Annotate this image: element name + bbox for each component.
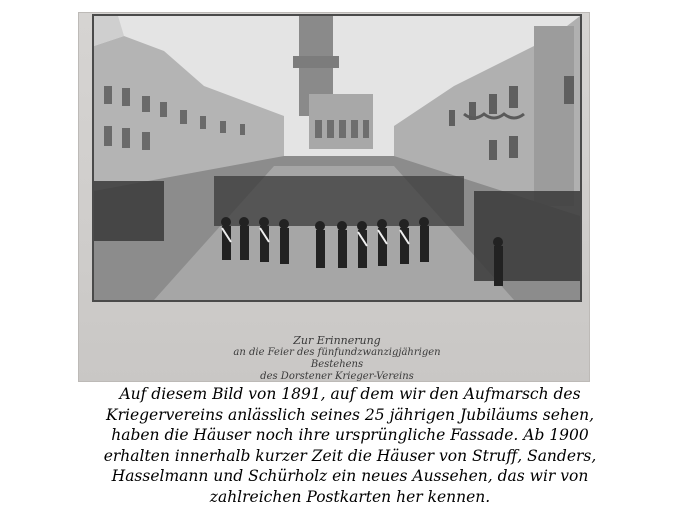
- photo-caption-line-2: an die Feier des fünfundzwanzigjährigen Bestehens: [233, 347, 441, 370]
- description-line: haben die Häuser noch ihre ursprüngliche Fassade. Ab 1900: [111, 426, 589, 445]
- description-text: [0, 384, 700, 508]
- description-line: zahlreichen Postkarten her kennen.: [209, 487, 491, 506]
- photo-scene: [94, 16, 580, 300]
- description-line: Auf diesem Bild von 1891, auf dem wir den Aufmarsch des: [119, 385, 581, 403]
- description-line: erhalten innerhalb kurzer Zeit die Häuser von Struff, Sanders,: [103, 446, 597, 465]
- description-line: Kriegervereins anlässlich seines 25 jährigen Jubiläums sehen,: [106, 405, 594, 424]
- historical-photograph: [92, 14, 582, 302]
- photo-caption-line-1: Zur Erinnerung: [293, 334, 381, 347]
- photo-caption-card: [212, 333, 462, 383]
- photo-caption-line-3: des Dorstener Krieger-Vereins: [260, 371, 414, 382]
- description-line: Hasselmann und Schürholz ein neues Aussehen, das wir von: [111, 467, 589, 486]
